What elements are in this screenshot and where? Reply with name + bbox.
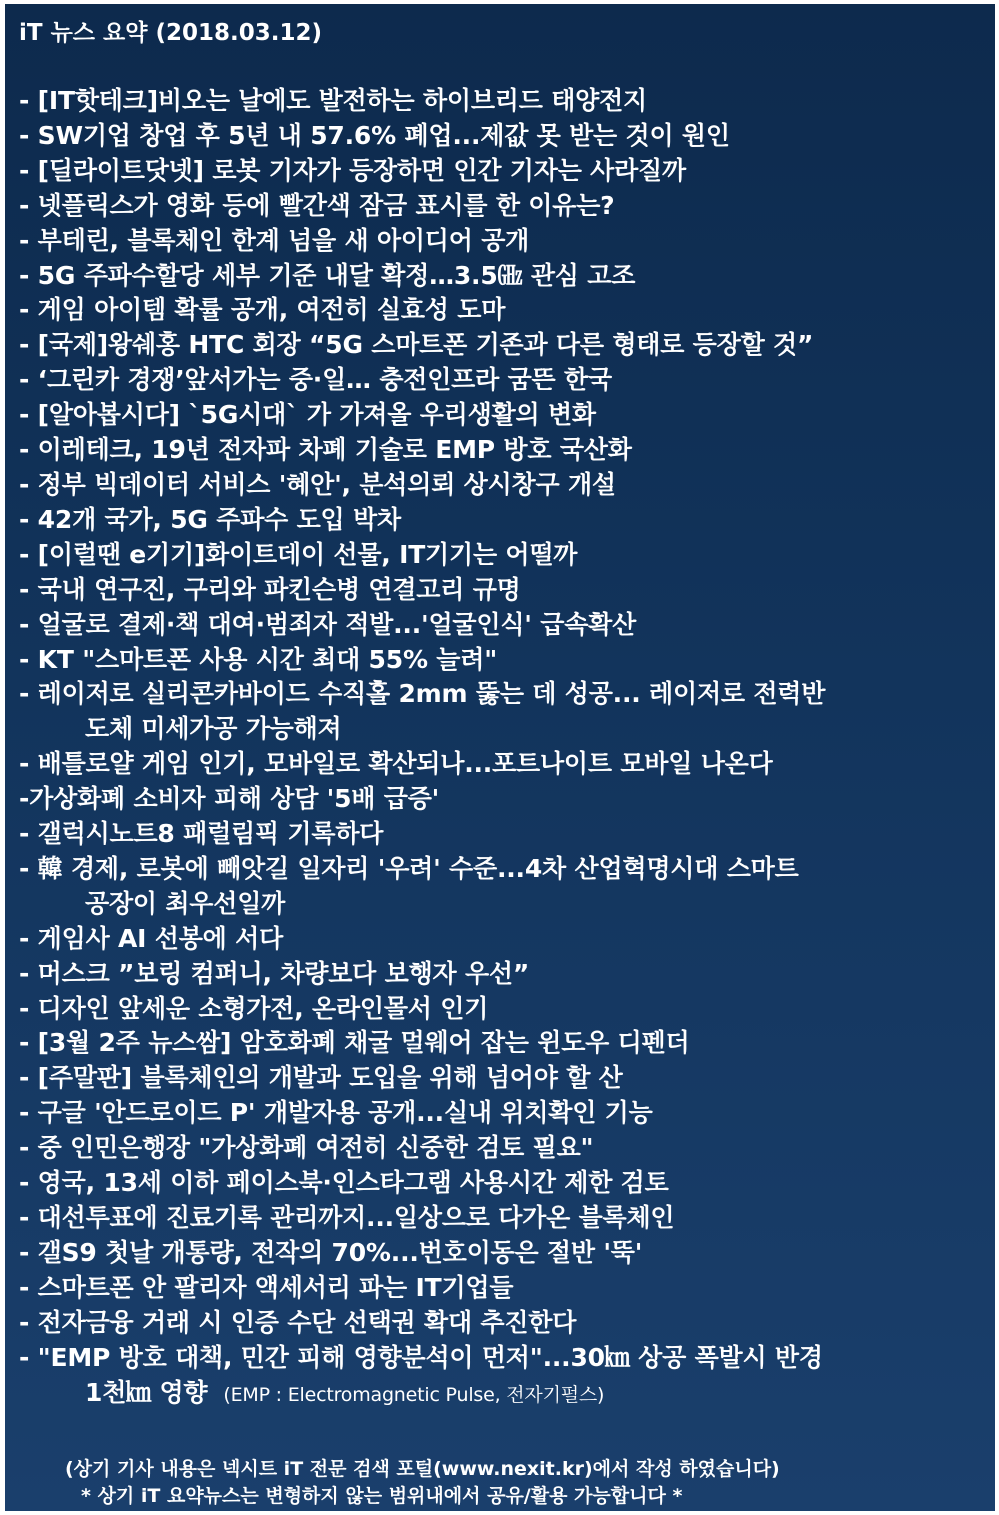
news-headline: - 42개 국가, 5G 주파수 도입 박차 <box>19 504 401 534</box>
news-headline: - [이럴땐 e기기]화이트데이 선물, IT기기는 어떨까 <box>19 539 578 569</box>
news-headline: - 게임사 AI 선봉에 서다 <box>19 923 284 953</box>
news-headline: - 갤럭시노트8 패럴림픽 기록하다 <box>19 819 384 849</box>
list-item <box>19 503 987 538</box>
news-note: (EMP : Electromagnetic Pulse, 전자기펄스) <box>223 1383 605 1406</box>
news-headline: - [알아봅시다] `5G시대` 가 가져올 우리생활의 변화 <box>19 400 596 430</box>
list-item <box>19 1131 987 1166</box>
news-headline: - [IT핫테크]비오는 날에도 발전하는 하이브리드 태양전지 <box>19 86 648 115</box>
list-item <box>19 538 987 573</box>
news-headline-continuation: 도체 미세가공 가능해져 <box>85 714 342 744</box>
list-item <box>19 1166 987 1201</box>
news-headline: -가상화폐 소비자 피해 상담 '5배 급증' <box>19 784 440 814</box>
news-headline: - 스마트폰 안 팔리자 액세서리 파는 IT기업들 <box>19 1272 514 1302</box>
news-headline: - [3월 2주 뉴스쌈] 암호화폐 채굴 멀웨어 잡는 윈도우 디펜더 <box>19 1028 690 1058</box>
news-headline: - 대선투표에 진료기록 관리까지...일상으로 다가온 블록체인 <box>19 1203 675 1232</box>
list-item <box>19 293 987 328</box>
list-item <box>19 1061 987 1096</box>
news-headline: - 게임 아이템 확률 공개, 여전히 실효성 도마 <box>19 295 506 325</box>
news-headline: - 韓 경제, 로봇에 빼앗길 일자리 '우려' 수준...4차 산업혁명시대 스마트 <box>19 853 799 883</box>
list-item <box>19 922 987 957</box>
news-headline: - 머스크 ”보링 컴퍼니, 차량보다 보행자 우선” <box>19 958 530 988</box>
list-item <box>19 1026 987 1061</box>
list-item <box>19 1271 987 1306</box>
list-item <box>19 1201 987 1236</box>
list-item <box>19 328 987 363</box>
list-item <box>19 782 987 817</box>
list-item <box>19 1306 987 1341</box>
news-headline: - [국제]왕쉐홍 HTC 회장 “5G 스마트폰 기존과 다른 형태로 등장할 것” <box>19 330 814 360</box>
list-item <box>19 224 987 259</box>
news-headline-continuation-text: 1천㎞ 영향 <box>85 1377 208 1407</box>
list-item <box>19 119 987 154</box>
news-headline-continuation: 공장이 최우선일까 <box>85 888 286 918</box>
news-headline: - 중 인민은행장 "가상화폐 여전히 신중한 검토 필요" <box>19 1133 594 1163</box>
list-item <box>19 363 987 398</box>
list-item <box>19 468 987 503</box>
news-headline: - 레이저로 실리콘카바이드 수직홀 2mm 뚫는 데 성공... 레이저로 전력반 <box>19 679 826 709</box>
news-headline: - 넷플릭스가 영화 등에 빨간색 잠금 표시를 한 이유는? <box>19 190 615 220</box>
news-list <box>19 84 987 1412</box>
news-headline: - 이레테크, 19년 전자파 차폐 기술로 EMP 방호 국산화 <box>19 435 632 465</box>
news-headline: - 갤S9 첫날 개통량, 전작의 70%...번호이동은 절반 '뚝' <box>19 1237 643 1267</box>
list-item <box>19 1236 987 1271</box>
news-headline: - 전자금융 거래 시 인증 수단 선택권 확대 추진한다 <box>19 1307 577 1337</box>
news-headline: - ‘그린카 경쟁’앞서가는 중·일… 충전인프라 굼뜬 한국 <box>19 365 612 395</box>
news-headline: - 5G 주파수할당 세부 기준 내달 확정…3.5㎓ 관심 고조 <box>19 260 636 290</box>
list-item <box>19 817 987 852</box>
list-item <box>19 573 987 608</box>
news-headline: - 영국, 13세 이하 페이스북·인스타그램 사용시간 제한 검토 <box>19 1168 669 1198</box>
news-headline-continuation <box>19 1376 987 1413</box>
list-item <box>19 433 987 468</box>
list-item <box>19 259 987 294</box>
news-headline: - [딜라이트닷넷] 로봇 기자가 등장하면 인간 기자는 사라질까 <box>19 155 686 185</box>
news-headline: - SW기업 창업 후 5년 내 57.6% 폐업...제값 못 받는 것이 원인 <box>19 120 730 150</box>
news-headline: - 디자인 앞세운 소형가전, 온라인몰서 인기 <box>19 993 489 1023</box>
list-item <box>19 992 987 1027</box>
list-item <box>19 84 987 119</box>
news-headline: - "EMP 방호 대책, 민간 피해 영향분석이 먼저"...30㎞ 상공 폭발시 반경 <box>19 1342 823 1372</box>
news-headline: - 부테린, 블록체인 한계 넘을 새 아이디어 공개 <box>19 225 530 255</box>
source-note: (상기 기사 내용은 넥시트 iT 전문 검색 포털(www.nexit.kr)에서 작성 하였습니다) <box>65 1458 780 1480</box>
list-item <box>19 154 987 189</box>
list-item <box>19 643 987 678</box>
news-summary-panel <box>5 4 995 1511</box>
news-headline: - [주말판] 블록체인의 개발과 도입을 위해 넘어야 할 산 <box>19 1063 623 1093</box>
news-headline: - KT "스마트폰 사용 시간 최대 55% 늘려" <box>19 644 498 674</box>
list-item <box>19 189 987 224</box>
news-headline: - 정부 빅데이터 서비스 '혜안', 분석의뢰 상시창구 개설 <box>19 469 616 499</box>
list-item <box>19 957 987 992</box>
list-item <box>19 677 987 747</box>
news-headline: - 얼굴로 결제·책 대여·범죄자 적발...'얼굴인식' 급속확산 <box>19 609 637 639</box>
list-item <box>19 747 987 782</box>
list-item <box>19 608 987 643</box>
list-item <box>19 398 987 433</box>
news-headline: - 배틀로얄 게임 인기, 모바일로 확산되나...포트나이트 모바일 나온다 <box>19 749 773 779</box>
sharing-note: * 상기 iT 요약뉴스는 변형하지 않는 범위내에서 공유/활용 가능합니다 * <box>81 1485 683 1507</box>
page-title: iT 뉴스 요약 (2018.03.12) <box>19 20 322 46</box>
news-headline: - 국내 연구진, 구리와 파킨슨병 연결고리 규명 <box>19 574 521 604</box>
list-item <box>19 1341 987 1413</box>
list-item <box>19 852 987 922</box>
list-item <box>19 1096 987 1131</box>
news-headline: - 구글 '안드로이드 P' 개발자용 공개...실내 위치확인 기능 <box>19 1098 653 1128</box>
